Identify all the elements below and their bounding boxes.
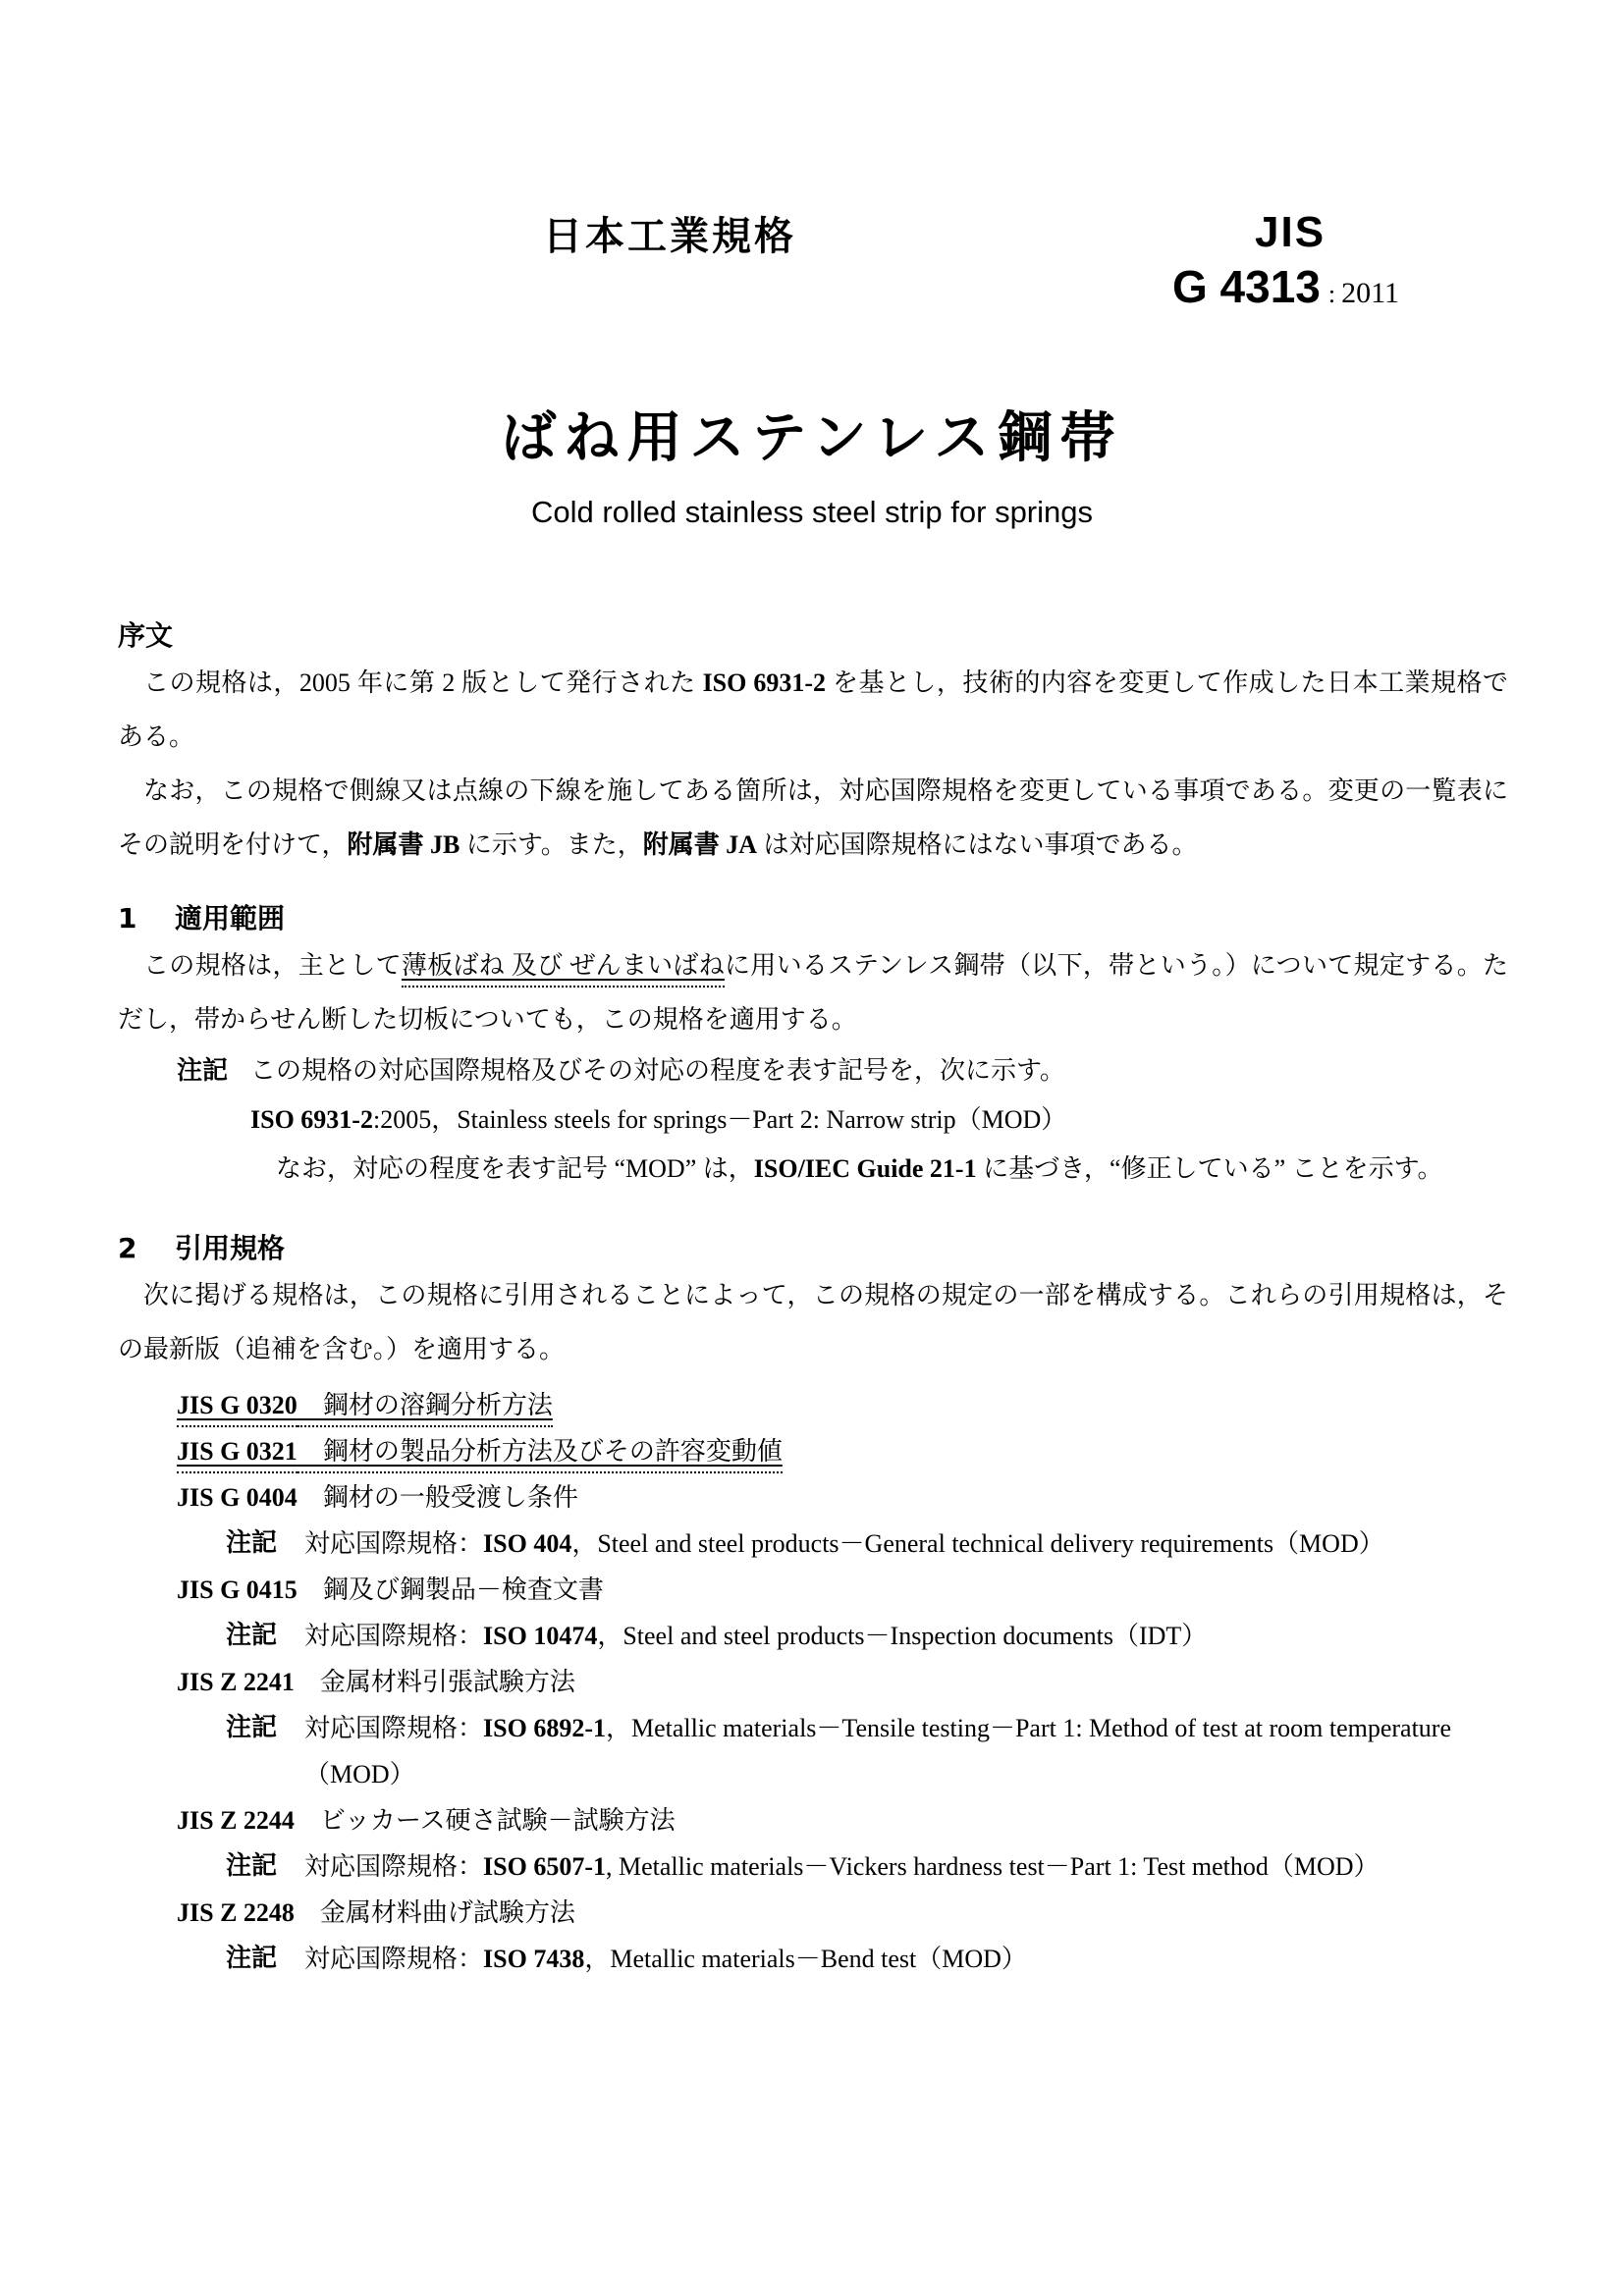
reference-note-label: 注記	[226, 1621, 278, 1650]
text-run: ISO/IEC Guide 21-1	[753, 1154, 977, 1183]
reference-note-iso-404	[226, 1521, 1508, 1567]
text-run: JIS G 0404	[177, 1483, 298, 1512]
standard-number	[0, 263, 1399, 322]
text-run: 対応国際規格：	[304, 1529, 484, 1558]
text-run: ISO 404	[483, 1529, 572, 1558]
text-run: ，Steel and steel products－Inspection documents（IDT）	[597, 1622, 1208, 1650]
text-run: 対応国際規格：	[304, 1852, 484, 1881]
text-run: ISO 6931-2	[250, 1105, 373, 1134]
standard-year: 2011	[1341, 277, 1399, 309]
references-section-title: 引用規格	[175, 1232, 286, 1264]
preface-paragraph-2	[118, 764, 1508, 872]
text-run: JIS Z 2241	[177, 1668, 295, 1696]
reference-item-jis-z-2248	[177, 1890, 1508, 1936]
text-run: JIS Z 2244	[177, 1806, 295, 1835]
scope-note-label: 注記	[177, 1056, 229, 1086]
text-run: :2005，Stainless steels for springs－Part 2: Narrow strip（MOD）	[372, 1105, 1067, 1134]
text-run: この規格は，2005 年に第 2 版として発行された	[143, 668, 703, 697]
preface-paragraph-1	[118, 656, 1508, 764]
reference-item-jis-z-2244	[177, 1797, 1508, 1843]
text-run: 附属書 JB	[347, 830, 460, 859]
reference-note-iso-7438	[226, 1936, 1508, 1982]
text-run: ビッカース硬さ試験－試験方法	[294, 1806, 676, 1835]
text-run: に用いるステンレス鋼帯（以下，帯という。）について規定する。ただし，帯からせん断した切板についても，この規格を適用する。	[118, 951, 1508, 1034]
scope-section-heading	[118, 899, 1508, 938]
preface-heading: 序文	[118, 619, 174, 652]
text-run: 薄板ばね 及び ぜんまいばね	[402, 951, 725, 988]
references-list	[118, 1382, 1508, 1982]
text-run: この規格は，主として	[143, 951, 402, 980]
standard-number-code: G 4313	[1171, 261, 1321, 312]
scope-section-number: 1	[118, 902, 137, 934]
reference-item-jis-g-0404	[177, 1474, 1508, 1521]
scope-section-title: 適用範囲	[175, 902, 286, 934]
reference-note-iso-6892-1	[226, 1705, 1508, 1797]
reference-note-iso-6507-1	[226, 1843, 1508, 1890]
text-run: , Metallic materials－Vickers hardness test－Part 1: Test method（MOD）	[605, 1852, 1380, 1881]
reference-note-text	[304, 1852, 1380, 1881]
reference-note-label: 注記	[226, 1528, 278, 1558]
text-run: 金属材料引張試験方法	[294, 1668, 575, 1696]
reference-item-jis-g-0321	[177, 1428, 1508, 1474]
text-run: ISO 6931-2	[702, 668, 827, 697]
text-run: 次に掲げる規格は，この規格に引用されることによって，この規格の規定の一部を構成する。これらの引用規格は，その最新版（追補を含む。）を適用する。	[118, 1281, 1508, 1363]
reference-note-label: 注記	[226, 1944, 278, 1973]
reference-item-jis-z-2241	[177, 1659, 1508, 1705]
text-run: ISO 6507-1	[483, 1852, 606, 1881]
reference-note-label: 注記	[226, 1713, 278, 1742]
scope-note-iso-reference	[250, 1095, 1508, 1145]
text-run: ISO 10474	[483, 1622, 598, 1650]
text-run: 対応国際規格：	[304, 1622, 484, 1650]
text-run: 鋼材の溶鋼分析方法	[298, 1391, 553, 1427]
references-paragraph-1	[118, 1268, 1508, 1376]
text-run: なお，対応の程度を表す記号 “MOD” は，	[276, 1154, 754, 1183]
scope-note	[177, 1046, 1508, 1095]
references-section-number: 2	[118, 1232, 137, 1264]
reference-note-iso-10474	[226, 1613, 1508, 1659]
reference-item-jis-g-0320	[177, 1382, 1508, 1428]
text-run: 鋼材の製品分析方法及びその許容変動値	[298, 1437, 783, 1473]
text-run: 対応国際規格：	[304, 1714, 484, 1742]
reference-note-text	[304, 1529, 1384, 1558]
reference-note-text	[304, 1714, 1451, 1789]
text-run: JIS G 0321	[177, 1437, 298, 1473]
text-run: ，Metallic materials－Bend test（MOD）	[584, 1945, 1027, 1973]
reference-note-label: 注記	[226, 1851, 278, 1881]
document-body	[118, 601, 1508, 1982]
scope-note-supplement	[250, 1145, 1508, 1194]
text-run: 対応国際規格：	[304, 1945, 484, 1973]
text-run: 鋼及び鋼製品－検査文書	[297, 1575, 604, 1604]
text-run: ISO 6892-1	[483, 1714, 606, 1742]
scope-paragraph-1	[118, 938, 1508, 1046]
references-section-heading	[118, 1229, 1508, 1268]
page-title-ja: ばね用ステンレス鋼帯	[501, 406, 1123, 470]
standard-body-name: 日本工業規格	[543, 214, 796, 259]
text-run: 附属書 JA	[642, 830, 758, 859]
text-run: を基とし，技術的内容を変更して作成した日本工業規格である。	[118, 668, 1508, 751]
text-run: に基づき，“修正している” ことを示す。	[976, 1154, 1443, 1183]
reference-note-text	[304, 1945, 1027, 1973]
text-run: に示す。また，	[460, 830, 643, 859]
scope-note-text: この規格の対応国際規格及びその対応の程度を表す記号を，次に示す。	[250, 1056, 1065, 1085]
jis-mark: JIS	[1255, 208, 1326, 256]
text-run: ，Steel and steel products－General technical delivery requirements（MOD）	[571, 1529, 1384, 1558]
standard-number-separator: :	[1327, 280, 1336, 308]
reference-item-jis-g-0415	[177, 1567, 1508, 1613]
text-run: JIS G 0320	[177, 1391, 298, 1427]
text-run: 鋼材の一般受渡し条件	[297, 1483, 578, 1512]
text-run: JIS G 0415	[177, 1575, 298, 1604]
text-run: 金属材料曲げ試験方法	[294, 1898, 575, 1927]
text-run: ，Metallic materials－Tensile testing－Part 1: Method of test at room temperature（MOD）	[304, 1714, 1451, 1789]
text-run: JIS Z 2248	[177, 1898, 295, 1927]
text-run: は対応国際規格にはない事項である。	[757, 830, 1198, 859]
page-title-en: Cold rolled stainless steel strip for springs	[530, 495, 1094, 529]
reference-note-text	[304, 1622, 1207, 1650]
text-run: なお，この規格で側線又は点線の下線を施してある箇所は，対応国際規格を変更している事項である。変更の一覧表にその説明を付けて，	[118, 776, 1508, 859]
text-run: ISO 7438	[483, 1945, 585, 1973]
